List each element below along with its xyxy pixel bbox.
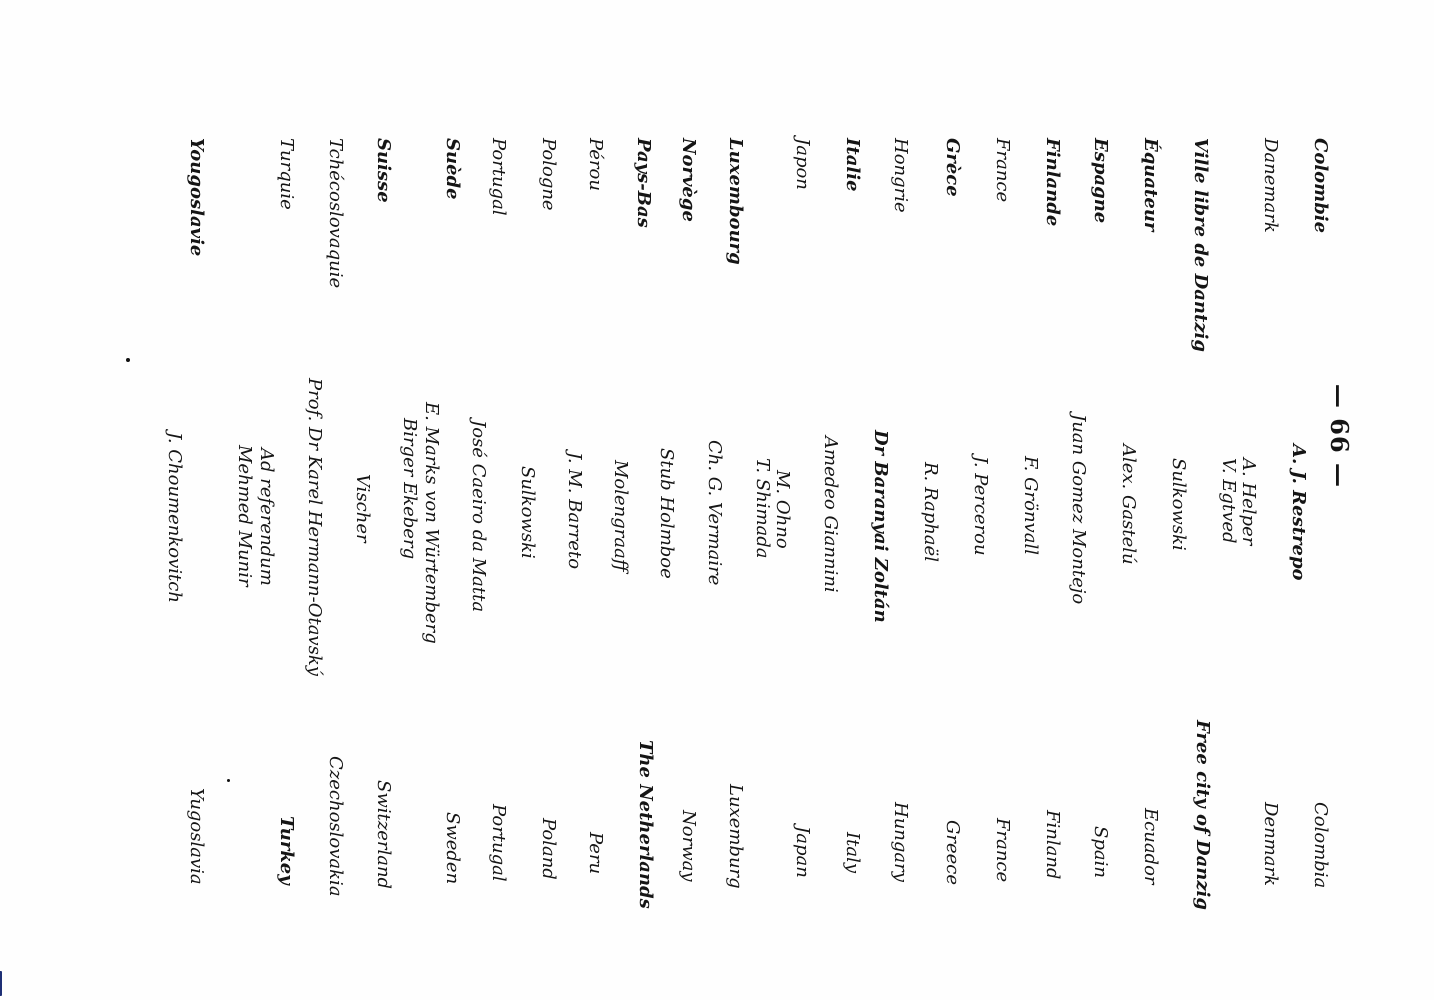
delegate-name: A. J. Restrepo xyxy=(1288,444,1309,581)
country-name: Espagne xyxy=(1090,138,1111,224)
english-name: Switzerland xyxy=(373,780,394,890)
delegate-name: Dr Baranyai Zoltán xyxy=(870,430,891,623)
country-name: Danemark xyxy=(1260,138,1281,233)
english-name: Greece xyxy=(942,820,963,886)
delegate-name: V. Egtved xyxy=(1218,458,1239,544)
country-name: Turquie xyxy=(276,138,297,210)
delegate-name: E. Marks von Würtemberg xyxy=(421,402,442,644)
delegate-name: J. Percerou xyxy=(970,456,991,556)
english-name: France xyxy=(992,818,1013,883)
country-name: Luxembourg xyxy=(725,138,746,265)
delegate-name: José Caeiro da Matta xyxy=(468,420,489,613)
country-name: Pologne xyxy=(538,138,559,211)
delegate-name: J. Choumenkovitch xyxy=(164,432,185,603)
country-name: Finlande xyxy=(1042,138,1063,227)
country-name: Italie xyxy=(842,138,863,192)
delegate-name: A. Helper xyxy=(1238,458,1259,546)
country-name: France xyxy=(992,138,1013,203)
delegate-name: Alex. Gastelú xyxy=(1118,444,1139,565)
delegate-name: Molengraaff xyxy=(610,460,631,572)
english-name: Yugoslavia xyxy=(186,788,207,885)
digitization-credit xyxy=(0,605,2,996)
country-name: Tchécoslovaquie xyxy=(325,138,346,289)
delegate-name: Stub Holmboe xyxy=(656,448,677,579)
delegate-name: M. Ohno xyxy=(772,470,793,549)
english-name: Free city of Danzig xyxy=(1192,720,1213,910)
english-name: Norway xyxy=(678,810,699,882)
delegate-name: T. Shimada xyxy=(752,458,773,559)
delegate-name: Prof. Dr Karel Hermann-Otavský xyxy=(304,378,325,676)
country-name: Pérou xyxy=(585,138,606,191)
country-name: Pays-Bas xyxy=(633,138,654,228)
country-name: Grèce xyxy=(942,138,963,197)
delegate-name: J. M. Barreto xyxy=(564,452,585,570)
delegate-name: Sulkowski xyxy=(517,466,538,559)
country-name: Portugal xyxy=(488,138,509,216)
english-name: Italy xyxy=(842,832,863,874)
delegate-name: Birger Ekeberg xyxy=(399,418,420,560)
country-name: Hongrie xyxy=(890,138,911,213)
country-name: Japon xyxy=(792,138,813,190)
country-name: Norvège xyxy=(678,138,699,222)
delegate-name: Mehmed Munir xyxy=(234,445,255,587)
english-name: Poland xyxy=(538,818,559,880)
ink-speck xyxy=(126,358,130,362)
ink-speck xyxy=(227,779,230,782)
english-name: Peru xyxy=(585,832,606,875)
country-name: Yougoslavie xyxy=(186,138,207,257)
delegate-name: Vischer xyxy=(352,474,373,543)
english-name: Sweden xyxy=(442,812,463,885)
country-name: Colombie xyxy=(1310,138,1331,234)
english-name: Finland xyxy=(1042,810,1063,880)
country-name: Suède xyxy=(442,138,463,200)
english-name: Hungary xyxy=(890,802,911,882)
english-name: Portugal xyxy=(488,804,509,882)
english-name: Spain xyxy=(1090,826,1111,878)
english-name: Luxemburg xyxy=(725,784,746,889)
english-name: Turkey xyxy=(276,816,297,885)
english-name: Ecuador xyxy=(1140,808,1161,885)
delegate-name: Ad referendum xyxy=(256,448,277,586)
page-number: — 66 — xyxy=(1325,383,1354,488)
english-name: Czechoslovakia xyxy=(325,756,346,897)
country-name: Équateur xyxy=(1140,138,1161,232)
delegate-name: F. Grönvall xyxy=(1020,456,1041,555)
delegate-name: Sulkowski xyxy=(1168,458,1189,551)
country-name: Suisse xyxy=(373,138,394,203)
dfg-logo xyxy=(0,971,2,996)
english-name: The Netherlands xyxy=(635,740,656,909)
delegate-name: Juan Gomez Montejo xyxy=(1068,414,1089,605)
delegate-name: Ch. G. Vermaire xyxy=(704,440,725,586)
delegate-name: R. Raphaël xyxy=(920,462,941,562)
delegate-name: Amedeo Giannini xyxy=(820,436,841,593)
country-name: Ville libre de Dantzig xyxy=(1190,138,1211,352)
english-name: Denmark xyxy=(1260,802,1281,886)
english-name: Colombia xyxy=(1310,802,1331,889)
english-name: Japan xyxy=(792,826,813,878)
